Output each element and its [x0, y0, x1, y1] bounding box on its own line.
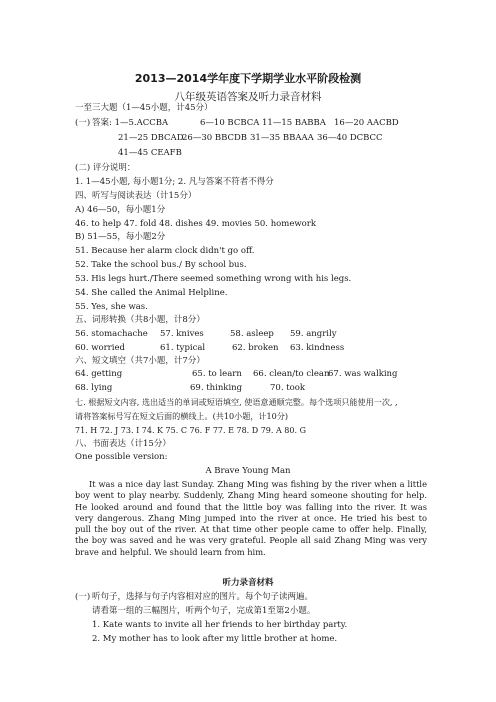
- answer-line: 54. She called the Animal Helpline.: [75, 288, 228, 298]
- section-6-heading: 六、短文填空（共7小题，计7分）: [75, 356, 205, 366]
- answer-cell: 62. broken: [232, 343, 279, 353]
- listening-label: (一): [75, 592, 91, 602]
- listening-instruction: 听句子，选择与句子内容相对应的图片。每个句子读两遍。: [92, 592, 314, 602]
- answer-line: 53. His legs hurt./There seemed something wrong with his legs.: [75, 274, 352, 284]
- section-8-subheading: One possible version:: [75, 452, 168, 462]
- section-2-heading: (二) 评分说明：: [75, 163, 136, 173]
- answer-line: 52. Take the school bus./ By school bus.: [75, 260, 247, 270]
- answer-cell: 26—30 BBCDB: [182, 133, 248, 143]
- answer-cell: 63. kindness: [290, 343, 345, 353]
- section-1-heading: 一至三大题（1—45小题，计45分）: [75, 103, 213, 113]
- section-8-heading: 八、书面表达（计15分）: [75, 439, 171, 449]
- answer-cell: 56. stomachache: [75, 329, 148, 339]
- section-5-heading: 五、词形转换（共8小题，计8分）: [75, 315, 205, 325]
- section-4a-answers: 46. to help 47. fold 48. dishes 49. movies 50. homework: [75, 219, 316, 229]
- section-1-label: (一): [75, 118, 91, 128]
- essay-body: It was a nice day last Sunday. Zhang Ming was fishing by the river when a little boy went to play nearby. Suddenly, Zhang Ming heard someone shouting for help. He looked around and found that the little boy was falling into the river. It was very dangerous. Zhang Ming jumped into the river at once. He tried his best to pull the boy out of the river. At that time other people came to offer help. Finally, the boy was saved and he was very grateful. People all said Zhang Ming was very brave and helpful. We should learn from him.: [75, 479, 427, 557]
- answer-cell: 59. angrily: [290, 329, 337, 339]
- answer-cell: 21—25 DBCAD: [118, 133, 184, 143]
- listening-title: 听力录音材料: [222, 578, 274, 588]
- answer-cell: 60. worried: [75, 343, 125, 353]
- answer-cell: 11—15 BABBA: [262, 118, 326, 128]
- answer-cell: 36—40 DCBCC: [317, 133, 383, 143]
- answer-cell: 64. getting: [75, 369, 123, 379]
- answer-cell: 16—20 AACBD: [334, 118, 399, 128]
- listening-instruction-2: 请看第一组的三幅图片，听两个句子，完成第1至第2小题。: [92, 606, 316, 616]
- listening-sentence: 2. My mother has to look after my little brother at home.: [92, 634, 338, 644]
- answer-cell: 67. was walking: [328, 369, 398, 379]
- essay-title: A Brave Young Man: [205, 466, 291, 476]
- section-4-heading: 四、听写与阅读表达（计15分）: [75, 191, 197, 201]
- answer-cell: 58. asleep: [230, 329, 274, 339]
- section-7-answers: 71. H 72. J 73. I 74. K 75. C 76. F 77. E 78. D 79. A 80. G: [75, 426, 306, 435]
- answer-cell: 70. took: [270, 383, 306, 393]
- answer-cell: 65. to learn: [192, 369, 242, 379]
- section-4a-label: A) 46—50，每小题1分: [75, 205, 166, 215]
- listening-sentence: 1. Kate wants to invite all her friends to her birthday party.: [92, 620, 348, 630]
- answer-cell: 66. clean/to clean: [253, 369, 330, 379]
- answer-cell: 31—35 BBAAA: [250, 133, 314, 143]
- doc-title: 2013—2014学年度下学期学业水平阶段检测: [134, 72, 362, 85]
- answer-cell: 41—45 CEAFB: [118, 148, 182, 158]
- section-4b-label: B) 51—55，每小题2分: [75, 232, 166, 242]
- answer-line: 51. Because her alarm clock didn't go off.: [75, 246, 255, 256]
- section-7-instruction-2: 请将答案标号写在短文后面的横线上。(共10小题，计10分): [75, 411, 289, 421]
- answer-cell: 61. typical: [160, 343, 206, 353]
- answer-cell: 6—10 BCBCA: [200, 118, 260, 128]
- answer-line: 55. Yes, she was.: [75, 302, 148, 312]
- answer-cell: 69. thinking: [190, 383, 243, 393]
- answer-cell: 68. lying: [75, 383, 113, 393]
- doc-subtitle: 八年级英语答案及听力录音材料: [174, 91, 322, 103]
- section-2-text: 1. 1—45小题, 每小题1分; 2. 凡与答案不符者不得分: [75, 177, 274, 187]
- section-7-instruction: 七. 根据短文内容, 选出适当的单词或短语填空, 使语意通顺完整。每个选项只能使用一次, ,: [75, 397, 398, 407]
- answer-cell: 答案: 1—5.ACCBA: [92, 118, 169, 128]
- answer-cell: 57. knives: [160, 329, 204, 339]
